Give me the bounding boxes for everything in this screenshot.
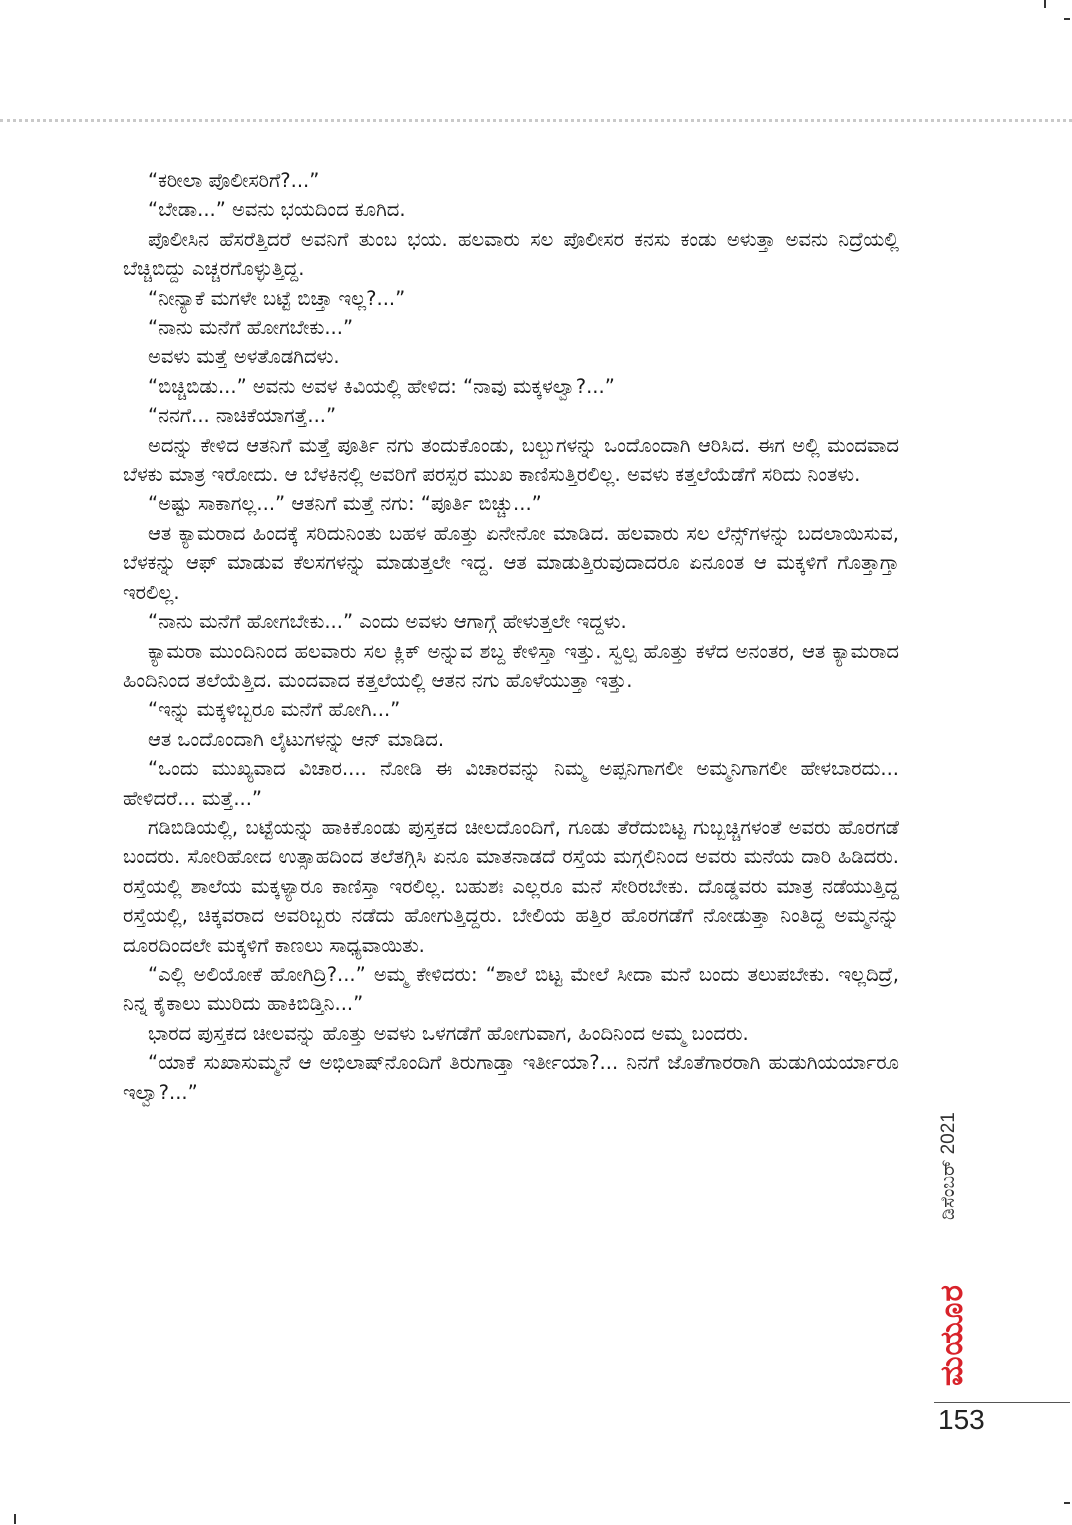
paragraph: ಕ್ಯಾಮರಾ ಮುಂದಿನಿಂದ ಹಲವಾರು ಸಲ ಕ್ಲಿಕ್ ಅನ್ನುವ ಶಬ್ದ ಕೇಳಿಸ್ತಾ ಇತ್ತು. ಸ್ವಲ್ಪ ಹೊತ್ತು ಕಳೆದ ಅನಂತರ, ಆತ ಕ್ಯಾಮರಾದ ಹಿಂದಿನಿಂದ ತಲೆಯೆತ್ತಿದ. ಮಂದವಾದ ಕತ್ತಲೆಯಲ್ಲಿ ಆತನ ನಗು ಹೊಳೆಯುತ್ತಾ ಇತ್ತು. xyxy=(123,639,899,692)
paragraph: “ಒಂದು ಮುಖ್ಯವಾದ ವಿಚಾರ.... ನೋಡಿ ಈ ವಿಚಾರವನ್ನು ನಿಮ್ಮ ಅಪ್ಪನಿಗಾಗಲೀ ಅಮ್ಮನಿಗಾಗಲೀ ಹೇಳಬಾರದು... ಹೇಳಿದರೆ... ಮತ್ತೆ...” xyxy=(123,757,899,810)
crop-mark xyxy=(14,1514,16,1524)
paragraph: “ಬೇಡಾ...” ಅವನು ಭಯದಿಂದ ಕೂಗಿದ. xyxy=(148,198,406,222)
paragraph: ಅದನ್ನು ಕೇಳಿದ ಆತನಿಗೆ ಮತ್ತೆ ಪೂರ್ತಿ ನಗು ತಂದುಕೊಂಡು, ಬಲ್ಬುಗಳನ್ನು ಒಂದೊಂದಾಗಿ ಆರಿಸಿದ. ಈಗ ಅಲ್ಲಿ ಮಂದವಾದ ಬೆಳಕು ಮಾತ್ರ ಇರೋದು. ಆ ಬೆಳಕಿನಲ್ಲಿ ಅವರಿಗೆ ಪರಸ್ಪರ ಮುಖ ಕಾಣಿಸುತ್ತಿರಲಿಲ್ಲ. ಅವಳು ಕತ್ತಲೆಯೆಡೆಗೆ ಸರಿದು ನಿಂತಳು. xyxy=(123,433,899,487)
crop-mark xyxy=(1064,1502,1070,1504)
article-body xyxy=(123,166,899,1107)
paragraph: “ನನಗೆ... ನಾಚಿಕೆಯಾಗತ್ತೆ...” xyxy=(148,404,337,428)
paragraph: “ಇನ್ನು ಮಕ್ಕಳಿಬ್ಬರೂ ಮನೆಗೆ ಹೋಗಿ...” xyxy=(148,698,401,722)
paragraph: “ಯಾಕೆ ಸುಖಾಸುಮ್ಮನೆ ಆ ಅಭಿಲಾಷ್‌ನೊಂದಿಗೆ ತಿರುಗಾಡ್ತಾ ಇರ್ತೀಯಾ?... ನಿನಗೆ ಜೊತೆಗಾರರಾಗಿ ಹುಡುಗಿಯರ್ಯಾರೂ ಇಲ್ವಾ?...” xyxy=(123,1051,899,1104)
paragraph: ಆತ ಒಂದೊಂದಾಗಿ ಲೈಟುಗಳನ್ನು ಆನ್ ಮಾಡಿದ. xyxy=(148,727,445,751)
crop-mark xyxy=(1044,0,1046,8)
paragraph: “ಎಲ್ಲಿ ಅಲಿಯೋಕೆ ಹೋಗಿದ್ರಿ?...” ಅಮ್ಮ ಕೇಳಿದರು: “ಶಾಲೆ ಬಿಟ್ಟ ಮೇಲೆ ಸೀದಾ ಮನೆ ಬಂದು ತಲುಪಬೇಕು. ಇಲ್ಲದಿದ್ರೆ, ನಿನ್ನ ಕೈಕಾಲು ಮುರಿದು ಹಾಕಿಬಿಡ್ತಿನಿ...” xyxy=(123,962,899,1016)
paragraph: “ಬಿಚ್ಚಿಬಿಡು...” ಅವನು ಅವಳ ಕಿವಿಯಲ್ಲಿ ಹೇಳಿದ: “ನಾವು ಮಕ್ಕಳಲ್ವಾ?...” xyxy=(148,374,615,398)
paragraph: “ಅಷ್ಟು ಸಾಕಾಗಲ್ಲ...” ಆತನಿಗೆ ಮತ್ತೆ ನಗು: “ಪೂರ್ತಿ ಬಿಚ್ಚು...” xyxy=(148,492,542,516)
paragraph: “ನಾನು ಮನೆಗೆ ಹೋಗಬೇಕು...” ಎಂದು ಅವಳು ಆಗಾಗ್ಗೆ ಹೇಳುತ್ತಲೇ ಇದ್ದಳು. xyxy=(148,610,627,634)
crop-mark xyxy=(1064,18,1070,20)
paragraph: “ಕರೀಲಾ ಪೊಲೀಸರಿಗೆ?...” xyxy=(148,169,320,192)
paragraph: “ನಾನು ಮನೆಗೆ ಹೋಗಬೇಕು...” xyxy=(148,316,354,340)
paragraph: “ನೀನ್ಯಾಕೆ ಮಗಳೇ ಬಟ್ಟೆ ಬಿಚ್ತಾ ಇಲ್ಲ?...” xyxy=(148,286,406,310)
header-dotted-rule xyxy=(0,119,1072,122)
paragraph: ಗಡಿಬಿಡಿಯಲ್ಲಿ, ಬಟ್ಟೆಯನ್ನು ಹಾಕಿಕೊಂಡು ಪುಸ್ತಕದ ಚೀಲದೊಂದಿಗೆ, ಗೂಡು ತೆರೆದುಬಿಟ್ಟ ಗುಬ್ಬಚ್ಚಿಗಳಂತೆ ಅವರು ಹೊರಗಡೆ ಬಂದರು. ಸೋರಿಹೋದ ಉತ್ಸಾಹದಿಂದ ತಲೆತಗ್ಗಿಸಿ ಏನೂ ಮಾತನಾಡದೆ ರಸ್ತೆಯ ಮಗ್ಗಲಿನಿಂದ ಅವರು ಮನೆಯ ದಾರಿ ಹಿಡಿದರು. ರಸ್ತೆಯಲ್ಲಿ ಶಾಲೆಯ ಮಕ್ಕಳ್ಯಾರೂ ಕಾಣಿಸ್ತಾ ಇರಲಿಲ್ಲ. ಬಹುಶಃ ಎಲ್ಲರೂ ಮನೆ ಸೇರಿರಬೇಕು. ದೊಡ್ಡವರು ಮಾತ್ರ ನಡೆಯುತ್ತಿದ್ದ ರಸ್ತೆಯಲ್ಲಿ, ಚಿಕ್ಕವರಾದ ಅವರಿಬ್ಬರು ನಡೆದು ಹೋಗುತ್ತಿದ್ದರು. ಬೇಲಿಯ ಹತ್ತಿರ ಹೊರಗಡೆಗೆ ನೋಡುತ್ತಾ ನಿಂತಿದ್ದ ಅಮ್ಮನನ್ನು ದೂರದಿಂದಲೇ ಮಕ್ಕಳಿಗೆ ಕಾಣಲು ಸಾಧ್ಯವಾಯಿತು. xyxy=(123,815,899,957)
issue-date: ಡಿಸೆಂಬರ್ 2021 xyxy=(938,1112,959,1220)
paragraph: ಭಾರದ ಪುಸ್ತಕದ ಚೀಲವನ್ನು ಹೊತ್ತು ಅವಳು ಒಳಗಡೆಗೆ ಹೋಗುವಾಗ, ಹಿಂದಿನಿಂದ ಅಮ್ಮ ಬಂದರು. xyxy=(148,1021,749,1045)
magazine-logo: ಮಯೂರ xyxy=(934,1284,970,1386)
paragraph: ಆತ ಕ್ಯಾಮರಾದ ಹಿಂದಕ್ಕೆ ಸರಿದುನಿಂತು ಬಹಳ ಹೊತ್ತು ಏನೇನೋ ಮಾಡಿದ. ಹಲವಾರು ಸಲ ಲೆನ್ಸ್‌ಗಳನ್ನು ಬದಲಾಯಿಸುವ, ಬೆಳಕನ್ನು ಆಫ್ ಮಾಡುವ ಕೆಲಸಗಳನ್ನು ಮಾಡುತ್ತಲೇ ಇದ್ದ. ಆತ ಮಾಡುತ್ತಿರುವುದಾದರೂ ಏನೂಂತ ಆ ಮಕ್ಕಳಿಗೆ ಗೊತ್ತಾಗ್ತಾ ಇರಲಿಲ್ಲ. xyxy=(123,521,899,604)
paragraph: ಅವಳು ಮತ್ತೆ ಅಳತೊಡಗಿದಳು. xyxy=(148,345,340,369)
page-number: 153 xyxy=(938,1404,985,1435)
paragraph: ಪೊಲೀಸಿನ ಹೆಸರೆತ್ತಿದರೆ ಅವನಿಗೆ ತುಂಬ ಭಯ. ಹಲವಾರು ಸಲ ಪೊಲೀಸರ ಕನಸು ಕಂಡು ಅಳುತ್ತಾ ಅವನು ನಿದ್ರೆಯಲ್ಲಿ ಬೆಚ್ಚಿಬಿದ್ದು ಎಚ್ಚರಗೊಳ್ಳುತ್ತಿದ್ದ. xyxy=(123,227,899,281)
